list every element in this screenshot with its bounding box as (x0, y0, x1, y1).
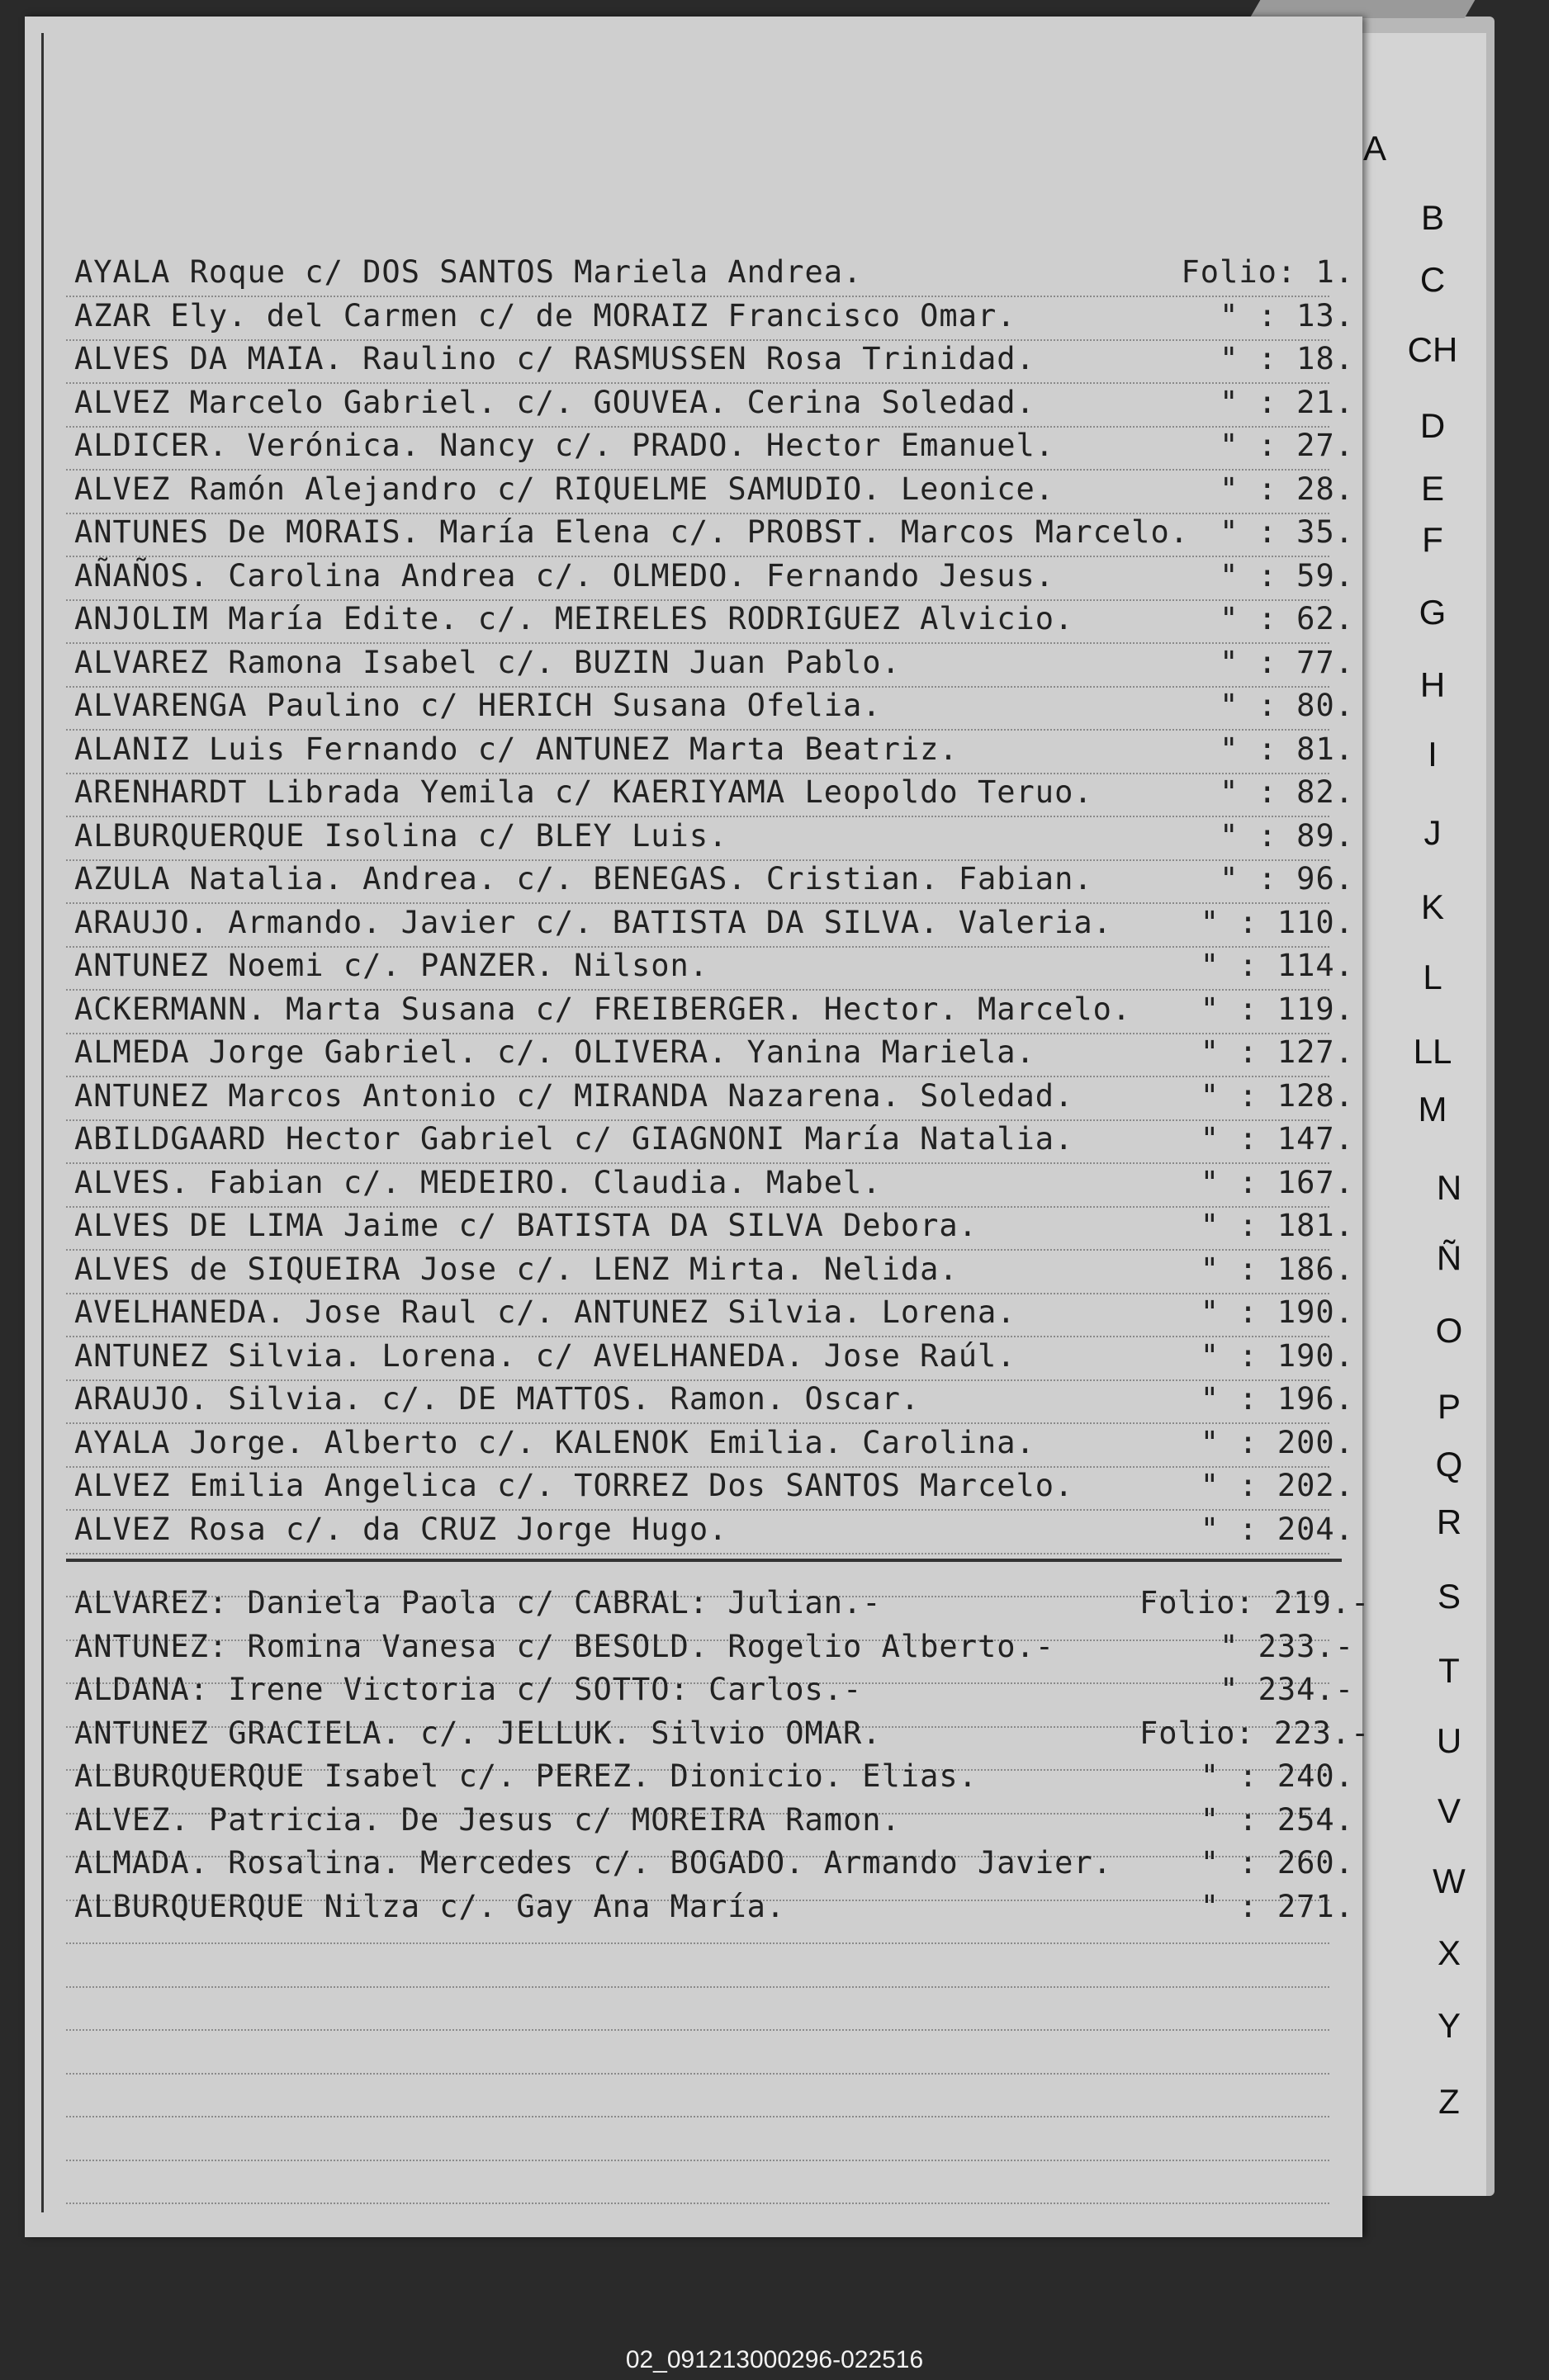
index-tab-e[interactable]: E (1420, 469, 1444, 508)
entry-names: ALVAREZ Ramona Isabel c/. BUZIN Juan Pablo. (74, 644, 901, 680)
entry-folio: " : 127. (1200, 1034, 1354, 1070)
index-tab-u[interactable]: U (1436, 1721, 1462, 1760)
ruled-line (66, 2073, 1329, 2075)
entry-names: AZAR Ely. del Carmen c/ de MORAIZ Francisco Omar. (74, 297, 1016, 334)
entry-folio: " : 190. (1200, 1337, 1354, 1374)
entry-names: ALVEZ. Patricia. De Jesus c/ MOREIRA Ramon. (74, 1801, 901, 1838)
index-tab-x[interactable]: X (1437, 1933, 1461, 1972)
entry-folio: " : 181. (1200, 1208, 1354, 1243)
entry-names: ALVES. Fabian c/. MEDEIRO. Claudia. Mabel. (74, 1164, 882, 1200)
entry-names: ALVARENGA Paulino c/ HERICH Susana Ofelia. (74, 688, 882, 723)
margin-line (41, 33, 44, 2212)
entry-folio: " : 18. (1220, 341, 1354, 376)
entry-names: ALVEZ Ramón Alejandro c/ RIQUELME SAMUDIO. Leonice. (74, 471, 1055, 507)
entry-names: ARENHARDT Librada Yemila c/ KAERIYAMA Leopoldo Teruo. (74, 774, 1093, 810)
entry-names: ALBURQUERQUE Isolina c/ BLEY Luis. (74, 817, 728, 854)
entry-names: ALVES DA MAIA. Raulino c/ RASMUSSEN Rosa Trinidad. (74, 341, 1035, 376)
entry-names: ARAUJO. Armando. Javier c/. BATISTA DA SILVA. Valeria. (74, 904, 1112, 940)
ruled-area (66, 254, 1371, 2212)
entry-names: ALMADA. Rosalina. Mercedes c/. BOGADO. Armando Javier. (74, 1845, 1112, 1881)
entry-names: ANTUNES De MORAIS. María Elena c/. PROBST. Marcos Marcelo. (74, 514, 1190, 550)
index-tab-c[interactable]: C (1419, 260, 1446, 299)
entry-folio: " : 59. (1220, 557, 1354, 594)
section-divider (66, 1559, 1342, 1562)
entry-names: ALVEZ Emilia Angelica c/. TORREZ Dos SANTOS Marcelo. (74, 1468, 1074, 1503)
entry-folio: Folio: 1. (1181, 254, 1354, 290)
index-tab-k[interactable]: K (1420, 887, 1444, 926)
index-tab-o[interactable]: O (1435, 1311, 1463, 1350)
index-tab-i[interactable]: I (1428, 735, 1438, 774)
entry-folio: " : 114. (1200, 948, 1354, 983)
entry-folio: " : 110. (1200, 904, 1354, 940)
entry-folio: Folio: 219.- (1139, 1585, 1371, 1621)
entry-folio: " : 260. (1200, 1845, 1354, 1881)
entry-folio: Folio: 223.- (1139, 1715, 1371, 1751)
entry-folio: " 233.- (1220, 1628, 1354, 1664)
entry-folio: " : 254. (1200, 1801, 1354, 1838)
index-tab-y[interactable]: Y (1437, 2006, 1461, 2045)
index-tab-h[interactable]: H (1419, 665, 1446, 704)
ruled-line (66, 1942, 1329, 1944)
entry-folio: " : 80. (1220, 688, 1354, 723)
entry-names: ANJOLIM María Edite. c/. MEIRELES RODRIGUEZ Alvicio. (74, 601, 1074, 636)
index-tab-ch[interactable]: CH (1407, 330, 1458, 369)
index-tab-j[interactable]: J (1423, 813, 1442, 852)
entry-names: ABILDGAARD Hector Gabriel c/ GIAGNONI María Natalia. (74, 1121, 1074, 1157)
entry-folio: " : 82. (1220, 774, 1354, 810)
index-tab-ll[interactable]: LL (1413, 1032, 1452, 1071)
entry-folio: " : 27. (1220, 428, 1354, 463)
entry-names: ANTUNEZ Noemi c/. PANZER. Nilson. (74, 948, 709, 983)
ruled-line (66, 2160, 1329, 2161)
entry-folio: " : 13. (1220, 297, 1354, 334)
entry-names: ALVES de SIQUEIRA Jose c/. LENZ Mirta. Nelida. (74, 1251, 959, 1287)
entry-names: ALVEZ Rosa c/. da CRUZ Jorge Hugo. (74, 1511, 728, 1547)
entry-folio: " : 190. (1200, 1294, 1354, 1330)
index-tab-g[interactable]: G (1419, 593, 1447, 632)
index-tab-ñ[interactable]: Ñ (1436, 1238, 1462, 1277)
ruled-line (66, 2116, 1329, 2117)
entry-names: ALBURQUERQUE Isabel c/. PEREZ. Dionicio. Elias. (74, 1758, 978, 1794)
ruled-line (66, 1986, 1329, 1988)
entry-names: ANTUNEZ Silvia. Lorena. c/ AVELHANEDA. Jose Raúl. (74, 1337, 1016, 1374)
entry-folio: " : 128. (1200, 1077, 1354, 1114)
entry-names: ALDICER. Verónica. Nancy c/. PRADO. Hector Emanuel. (74, 428, 1055, 463)
index-tab-b[interactable]: B (1420, 198, 1444, 237)
entry-names: AÑAÑOS. Carolina Andrea c/. OLMEDO. Fernando Jesus. (74, 557, 1055, 594)
index-tab-w[interactable]: W (1433, 1862, 1466, 1900)
entry-folio: " : 62. (1220, 601, 1354, 636)
entry-folio: " : 21. (1220, 384, 1354, 420)
index-tab-a[interactable]: A (1362, 129, 1386, 168)
entry-folio: " : 167. (1200, 1164, 1354, 1200)
entry-folio: " : 119. (1200, 991, 1354, 1027)
entry-names: ANTUNEZ Marcos Antonio c/ MIRANDA Nazarena. Soledad. (74, 1077, 1074, 1114)
entry-names: ALVAREZ: Daniela Paola c/ CABRAL: Julian.- (74, 1585, 882, 1621)
entry-names: ANTUNEZ GRACIELA. c/. JELLUK. Silvio OMAR. (74, 1715, 882, 1751)
entry-folio: " : 77. (1220, 644, 1354, 680)
register-page (25, 17, 1371, 2237)
index-tab-p[interactable]: P (1437, 1387, 1461, 1426)
index-tab-r[interactable]: R (1436, 1502, 1462, 1541)
entry-folio: " : 204. (1200, 1511, 1354, 1547)
ruled-line (66, 1553, 1329, 1554)
index-tab-n[interactable]: N (1436, 1168, 1462, 1207)
entry-names: ALVES DE LIMA Jaime c/ BATISTA DA SILVA Debora. (74, 1208, 978, 1243)
scan-id: 02_091213000296-022516 (625, 2346, 924, 2373)
entry-folio: " : 202. (1200, 1468, 1354, 1503)
index-tab-s[interactable]: S (1437, 1577, 1461, 1616)
entry-folio: " : 271. (1200, 1888, 1354, 1924)
entry-names: ALVEZ Marcelo Gabriel. c/. GOUVEA. Cerina Soledad. (74, 384, 1035, 420)
index-tab-f[interactable]: F (1422, 520, 1443, 559)
entry-folio: " : 35. (1220, 514, 1354, 550)
ruled-line (66, 2203, 1329, 2204)
index-tab-v[interactable]: V (1437, 1791, 1461, 1830)
entry-names: ANTUNEZ: Romina Vanesa c/ BESOLD. Rogelio Alberto.- (74, 1628, 1055, 1664)
index-tab-d[interactable]: D (1419, 406, 1446, 445)
entry-folio: " 234.- (1220, 1672, 1354, 1707)
entry-names: ALANIZ Luis Fernando c/ ANTUNEZ Marta Beatriz. (74, 731, 959, 767)
index-tab-l[interactable]: L (1423, 958, 1442, 996)
entry-names: AVELHANEDA. Jose Raul c/. ANTUNEZ Silvia. Lorena. (74, 1294, 1016, 1330)
entry-folio: " : 240. (1200, 1758, 1354, 1794)
entry-folio: " : 28. (1220, 471, 1354, 507)
entry-folio: " : 196. (1200, 1381, 1354, 1417)
entry-names: ALMEDA Jorge Gabriel. c/. OLIVERA. Yanina Mariela. (74, 1034, 1035, 1070)
entry-names: ARAUJO. Silvia. c/. DE MATTOS. Ramon. Oscar. (74, 1381, 921, 1417)
entry-names: ACKERMANN. Marta Susana c/ FREIBERGER. Hector. Marcelo. (74, 991, 1132, 1027)
index-tab-m[interactable]: M (1418, 1090, 1447, 1128)
entry-folio: " : 89. (1220, 817, 1354, 854)
entry-folio: " : 81. (1220, 731, 1354, 767)
ruled-line (66, 2029, 1329, 2031)
entry-names: ALBURQUERQUE Nilza c/. Gay Ana María. (74, 1888, 786, 1924)
entry-names: ALDANA: Irene Victoria c/ SOTTO: Carlos.- (74, 1672, 863, 1707)
index-tab-q[interactable]: Q (1435, 1445, 1463, 1483)
page-curl (1250, 0, 1476, 18)
entry-names: AYALA Roque c/ DOS SANTOS Mariela Andrea. (74, 254, 863, 290)
index-tab-t[interactable]: T (1438, 1651, 1460, 1690)
entry-names: AYALA Jorge. Alberto c/. KALENOK Emilia. Carolina. (74, 1424, 1035, 1460)
entry-folio: " : 186. (1200, 1251, 1354, 1287)
index-tab-z[interactable]: Z (1438, 2082, 1460, 2121)
entry-folio: " : 96. (1220, 861, 1354, 897)
entry-names: AZULA Natalia. Andrea. c/. BENEGAS. Cristian. Fabian. (74, 861, 1093, 897)
entry-folio: " : 147. (1200, 1121, 1354, 1157)
entry-folio: " : 200. (1200, 1424, 1354, 1460)
